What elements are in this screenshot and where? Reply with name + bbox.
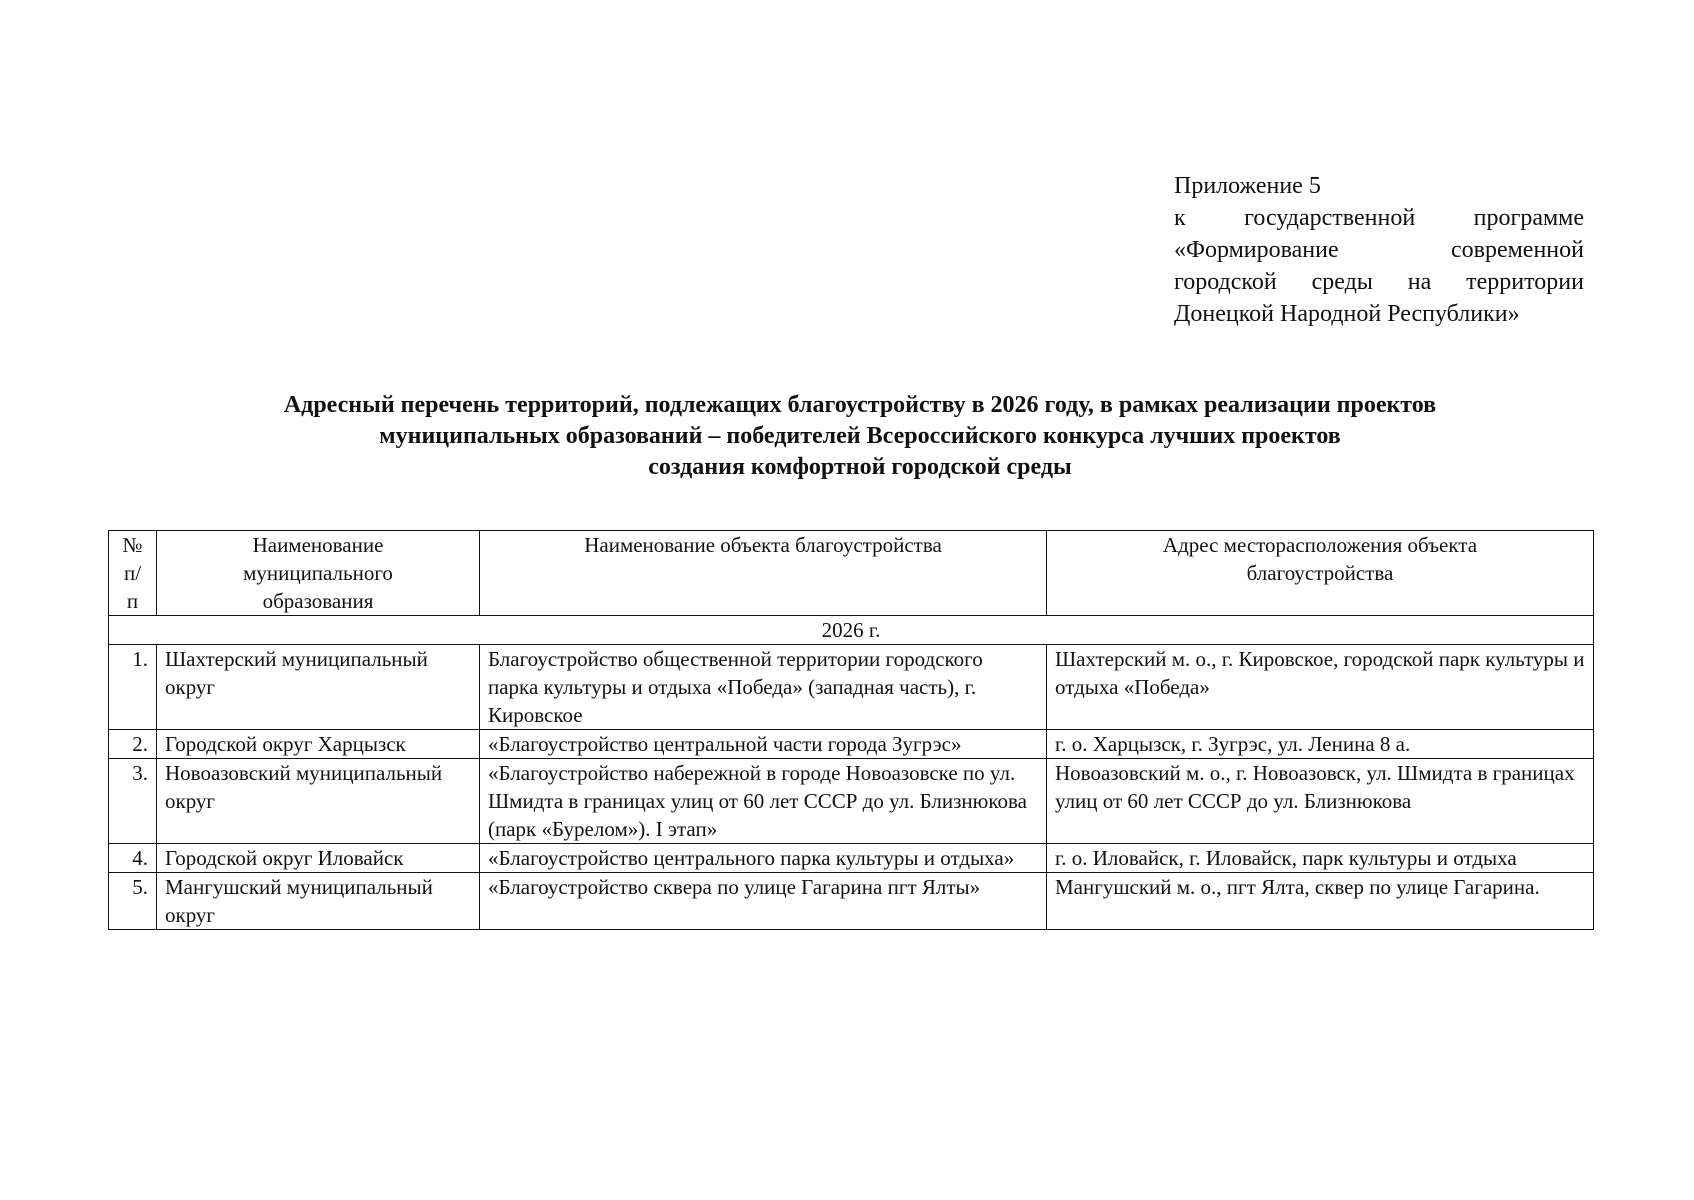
row-address: Новоазовский м. о., г. Новоазовск, ул. Шмидта в границах улиц от 60 лет СССР до ул. Близнюкова: [1047, 759, 1594, 844]
header-municipality: Наименование муниципального образования: [157, 531, 480, 616]
title-line: создания комфортной городской среды: [648, 454, 1072, 480]
header-object: Наименование объекта благоустройства: [480, 531, 1047, 616]
appendix-line: Донецкой Народной Республики»: [1174, 301, 1520, 327]
appendix-line: «Формирование современной: [1174, 237, 1584, 263]
table-row: [109, 873, 1594, 930]
row-number: 2.: [109, 730, 157, 759]
document-title: [100, 390, 1620, 483]
row-object: «Благоустройство набережной в городе Новоазовске по ул. Шмидта в границах улиц от 60 лет СССР до ул. Близнюкова (парк «Бурелом»). I этап»: [480, 759, 1047, 844]
table-row: [109, 759, 1594, 844]
row-object: Благоустройство общественной территории городского парка культуры и отдыха «Победа» (западная часть), г. Кировское: [480, 645, 1047, 730]
row-object: «Благоустройство центрального парка культуры и отдыха»: [480, 844, 1047, 873]
row-object: «Благоустройство сквера по улице Гагарина пгт Ялты»: [480, 873, 1047, 930]
table-row: [109, 844, 1594, 873]
row-municipality: Шахтерский муниципальный округ: [157, 645, 480, 730]
header-address: Адрес месторасположения объекта благоустройства: [1047, 531, 1594, 616]
row-number: 3.: [109, 759, 157, 844]
header-number: № п/ п: [109, 531, 157, 616]
row-number: 1.: [109, 645, 157, 730]
row-municipality: Новоазовский муниципальный округ: [157, 759, 480, 844]
territory-table: [108, 530, 1594, 930]
row-address: Шахтерский м. о., г. Кировское, городской парк культуры и отдыха «Победа»: [1047, 645, 1594, 730]
appendix-block: [1174, 170, 1584, 330]
appendix-line: Приложение 5: [1174, 173, 1321, 199]
row-number: 5.: [109, 873, 157, 930]
table-row: [109, 730, 1594, 759]
row-address: г. о. Иловайск, г. Иловайск, парк культуры и отдыха: [1047, 844, 1594, 873]
table-header-row: [109, 531, 1594, 616]
title-line: Адресный перечень территорий, подлежащих благоустройству в 2026 году, в рамках реализации проектов: [283, 392, 1437, 418]
row-municipality: Городской округ Иловайск: [157, 844, 480, 873]
row-address: г. о. Харцызск, г. Зугрэс, ул. Ленина 8 а.: [1047, 730, 1594, 759]
appendix-line: к государственной программе: [1174, 205, 1584, 231]
section-year: 2026 г.: [109, 616, 1594, 645]
row-address: Мангушский м. о., пгт Ялта, сквер по улице Гагарина.: [1047, 873, 1594, 930]
row-municipality: Городской округ Харцызск: [157, 730, 480, 759]
title-line: муниципальных образований – победителей Всероссийского конкурса лучших проектов: [379, 423, 1341, 449]
table-row: [109, 645, 1594, 730]
row-number: 4.: [109, 844, 157, 873]
section-row: [109, 616, 1594, 645]
row-object: «Благоустройство центральной части города Зугрэс»: [480, 730, 1047, 759]
appendix-line: городской среды на территории: [1174, 269, 1584, 295]
row-municipality: Мангушский муниципальный округ: [157, 873, 480, 930]
